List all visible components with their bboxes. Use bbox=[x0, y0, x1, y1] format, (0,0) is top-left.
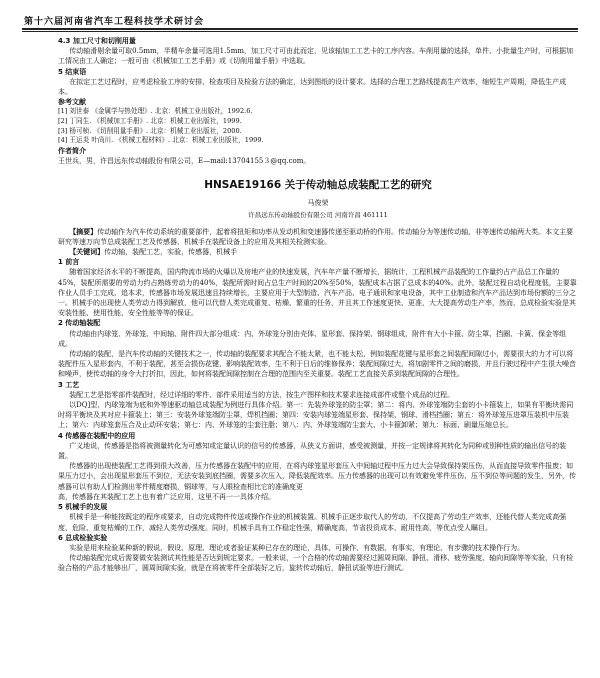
paragraph: 装配工艺是指零部件装配时，经过详细的零件、部件采用适当的方法，按生产图样和技术要求连接成部件或整个成品的过程。 bbox=[69, 390, 455, 399]
page-content bbox=[58, 36, 578, 574]
keywords bbox=[58, 247, 578, 257]
paragraph: 在拟定工艺过程时，应考虑检验工序的安排、检查项目及检验方法的确定，达到图纸的设计要求。选择的合理工艺路线提高生产效率，缩短生产周期，降低生产成本。 bbox=[58, 77, 567, 97]
section-heading: 3 工艺 bbox=[58, 380, 80, 389]
header-rule bbox=[22, 28, 578, 30]
section-heading: 6 总成检验实验 bbox=[58, 533, 108, 542]
paragraph: 以DQ]型、内球笼端为底和外等速驱动轴总成装配为例进行具体介绍。第一：先装外球笼的防尘罩；第二：将内、外球笼端防尘套的小卡箍装上，如果有平衡块需同时将平衡块及其对应卡箍装上；第三：安装外球笼端防尘罩，焊机挡圈；第四：安装内球笼端星形套、保持架、钢球、滑档挡圈；第五：将外球笼压进罩压装机中压装上；第六：内球笼套压合及止动环安装；第七：内、外球笼的尘套注脂；第八：内、外球笼端防尘套大、小卡箍卸紧；第九：标面、刷量压缩总长。 bbox=[58, 401, 574, 430]
paragraph: 传感器的出现使装配工艺得到很大改善，压力传感器在装配中的应用，在将内球笼星形套压入中间轴过程中压力过大会导致保持架压伤，从而直接导致零件报废；如果压力过小，会出现星形套压不到位，无法安装到底挡圈，需要多次压入，降低装配效率。压力传感器的出现可以有效避免零件压伤、压不到位等问题的发生，另外，传感器可以有助人们检测出零件精度磨损，铜球等，与人眼检查相比它的准确度更 bbox=[58, 462, 576, 491]
reference-item: [1] 刘世泰 《金属学与热处理》. 北京：机械工业出版社，1992.6. bbox=[58, 107, 253, 116]
section-heading: 1 前言 bbox=[58, 258, 80, 267]
author-bio: 王世兵，男，许昌远东传动轴股份有限公司，E—mail:13704155３@qq.com。 bbox=[58, 157, 311, 165]
abstract-label: 【摘要】 bbox=[69, 226, 98, 236]
paragraph: 传动轴装配完成后需要做安装测试其性能是否达到规定要求。一般来说，一个合格的传动轴需要经过圆周间隙、静扭、滑移、疲劳强度、轴向间隙等等实验，只有检验合格的产品才能够出厂，圆周间隙实验，就是在将被零件全部装好之后，旋转传动轴后，静扭试验等进行测试。 bbox=[58, 554, 574, 573]
paragraph: 实验是用来检验某种新的假说、假设、原理、理论或者验证某种已存在的理论，具体、可操作、有数据、有事实，有理论、有步骤的技术操作行为。 bbox=[69, 543, 525, 552]
section-heading: 5 机械手的发展 bbox=[58, 503, 108, 512]
section-heading: 4 传感器在装配中的应用 bbox=[58, 431, 136, 440]
article-title: HNSAE19166 关于传动轴总成装配工艺的研究 bbox=[204, 179, 432, 192]
paragraph: 广义地说，传感器是指将被测量转化为可感知或定量认识的信号的传感器，从狭义方面讲，感受被测量，并按一定规律将其转化为同种或别种性质的输出信号的装置。 bbox=[58, 441, 567, 461]
section-heading: 2 传动轴装配 bbox=[58, 319, 101, 328]
section-heading: 5 结束语 bbox=[58, 67, 87, 76]
abstract bbox=[58, 227, 578, 247]
paragraph: 传动轴的装配，是汽车传动轴的关键技术之一，传动轴的装配要求其配合不能太紧，也不能太松，例如装配花键与星形套之间装配间隙过小，需要很大的力才可以将装配件压入星形套内，不利于装配，甚至会损伤花键，影响装配效率，生不利于日后的维修保养；装配间隙过大，将加剧零件之间的磨损，并且行驶过程中产生很大噪音和噪声，使传动轴的身令大打折扣，因此，如何将装配间隙控制在合理的范围内至关重要。装配工艺直接关系到装配间隙的合理性。 bbox=[58, 350, 576, 379]
reference-item: [4] 王运炎 叶尚川. 《机械工程材料》. 北京：机械工业出版社，1999. bbox=[58, 136, 264, 145]
keywords-label: 【关键词】 bbox=[69, 247, 105, 257]
paragraph: 随着国家经济水平的不断提高，国内物流市场的火爆以及房地产业的快速发展，汽车年产量不断增长，据统计，工程机械产品装配的工作量约占产品总工作量的45%，装配所需要的劳动力约占熟练劳动力的40%，装配所需时间占总生产时间的20%至50%，装配成本占据了总成本的40%。此外，装配过程自动化程度低，主要靠作业人员手工完成，追本求，传感器市场发展迅速且持续增长，主要应用于大型制造、汽车产品、电子通讯和家电设备，其中工业制造和汽车产品达到市场份额的三分之一。机械手的出现使人类劳动力得到解放，他可以代替人类完成重复、枯燥、繁重的任务，并且其工作速度更快、更准，大大提高劳动生产率，然而，总成检验实验是其安装性能、使用性能、安全性能等等的保证。 bbox=[58, 268, 577, 318]
reference-item: [3] 杨可桢. 《切削用量手册》. 北京：机械工业出版社，2000. bbox=[58, 126, 242, 135]
header-rule-thin bbox=[22, 31, 578, 32]
running-head: 第十六届河南省汽车工程科技学术研讨会 bbox=[24, 17, 205, 27]
keywords-text: 传动轴，装配工艺，实验，传感器，机械手 bbox=[104, 248, 238, 257]
abstract-text: 传动轴作为汽车传动系统的重要部件，起着将扭矩和功率从发动机和变速器传递至驱动桥的作用。传动轴分为等速传动轴、非等速传动轴两大类。本文主要研究等速万向节总成装配工艺及传感器、机械手在装配设备上的应用及其相关检测实验。 bbox=[58, 227, 574, 246]
paragraph: 传动轴由内球笼、外球笼、中间轴、附件四大部分组成：内、外球笼分别由壳体、星形套、保持架、钢球组成，附件有大小卡箍、防尘罩、挡圈、卡簧、保金等组成。 bbox=[58, 329, 567, 348]
paragraph: 传动轴滑剔余量可取0.5mm，半精车余量可选用1.5mm，加工尺寸可由此而定，见该轴加工工艺卡的工序内容。车削用量的选择，单件、小批量生产时，可根据加工情况由工人确定；一般可由《机械加工工艺手册》或《切削用量手册》中选取。 bbox=[58, 47, 574, 66]
paragraph: 机械手是一种能按既定的程序或要求，自动完成物件传送或操作作业的机械装置。机械手正逐步取代人的劳动，不仅提高了劳动生产效率，还能代替人类完成高强度、危险、重复枯燥的工作，减轻人类劳动强度。同时，机械手具有工作稳定性强，精确度高，节省投资成本，耐用性高，等优点受人瞩目。 bbox=[58, 513, 567, 532]
references-heading: 参考文献 bbox=[58, 98, 86, 107]
author-bio-heading: 作者简介 bbox=[58, 146, 86, 155]
section-heading: 4.3 加工尺寸和切削用量 bbox=[58, 37, 136, 45]
paragraph: 高，传感器在其装配工艺上也有着广泛应用，这里不再一一具体介绍。 bbox=[58, 492, 275, 501]
article-author: 马俊荣 bbox=[307, 199, 329, 208]
reference-item: [2] 丁同生. 《机械加工手册》. 北京：机械工业出版社，1999. bbox=[58, 117, 242, 126]
article-affiliation: 许昌远东传动轴股份有限公司 河南许昌 461111 bbox=[248, 211, 388, 220]
